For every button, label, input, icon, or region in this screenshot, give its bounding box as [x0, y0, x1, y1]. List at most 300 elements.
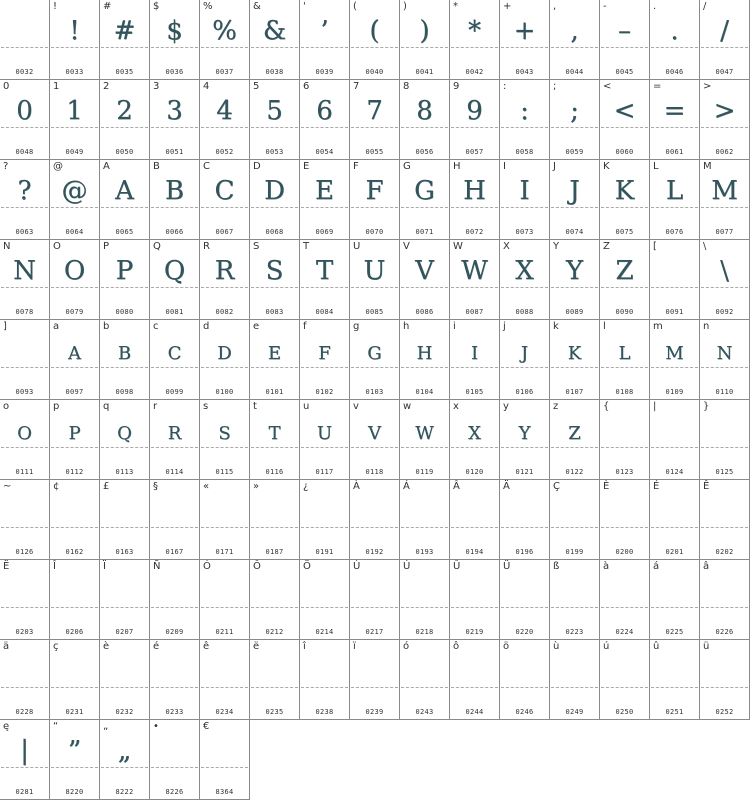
baseline-guide [601, 607, 648, 608]
keyboard-character-label: T [303, 241, 310, 252]
keyboard-character-label: 3 [153, 81, 160, 92]
font-glyph-preview: 9 [466, 96, 483, 126]
keyboard-character-label: * [453, 1, 458, 12]
glyph-cell[interactable] [150, 720, 200, 800]
character-code-label: 0114 [165, 468, 184, 476]
glyph-cell[interactable] [400, 0, 450, 80]
glyph-cell[interactable] [450, 320, 500, 400]
glyph-cell[interactable] [200, 400, 250, 480]
glyph-cell[interactable] [600, 160, 650, 240]
baseline-guide [601, 367, 648, 368]
glyph-cell[interactable] [300, 480, 350, 560]
glyph-cell[interactable] [100, 720, 150, 800]
glyph-cell[interactable] [500, 240, 550, 320]
glyph-cell[interactable] [0, 320, 50, 400]
character-code-label: 0200 [615, 548, 634, 556]
font-glyph-preview: I [470, 343, 479, 364]
glyph-cell[interactable] [100, 400, 150, 480]
glyph-cell[interactable] [450, 0, 500, 80]
keyboard-character-label: u [303, 401, 310, 412]
font-glyph-preview: Y [565, 256, 584, 286]
baseline-guide [1, 287, 48, 288]
glyph-cell[interactable] [650, 0, 700, 80]
glyph-cell[interactable] [700, 320, 750, 400]
glyph-cell[interactable] [700, 480, 750, 560]
character-code-label: 0047 [715, 68, 734, 76]
baseline-guide [651, 367, 698, 368]
character-code-label: 0061 [665, 148, 684, 156]
glyph-cell[interactable] [650, 240, 700, 320]
character-code-label: 0098 [115, 388, 134, 396]
glyph-cell[interactable] [450, 400, 500, 480]
character-code-label: 0125 [715, 468, 734, 476]
character-code-label: 0069 [315, 228, 334, 236]
baseline-guide [551, 607, 598, 608]
glyph-cell[interactable] [0, 480, 50, 560]
font-glyph-preview: F [318, 343, 331, 364]
character-code-label: 0171 [215, 548, 234, 556]
glyph-cell[interactable] [550, 240, 600, 320]
character-code-label: 0038 [265, 68, 284, 76]
glyph-cell[interactable] [300, 0, 350, 80]
glyph-cell[interactable] [0, 0, 50, 80]
baseline-guide [251, 207, 298, 208]
baseline-guide [301, 367, 348, 368]
font-glyph-preview: J [520, 343, 529, 364]
glyph-cell[interactable] [100, 0, 150, 80]
character-code-label: 0033 [65, 68, 84, 76]
glyph-cell[interactable] [500, 560, 550, 640]
glyph-cell[interactable] [100, 240, 150, 320]
glyph-cell[interactable] [600, 480, 650, 560]
glyph-cell[interactable] [150, 400, 200, 480]
glyph-cell[interactable] [150, 320, 200, 400]
font-glyph-preview: N [716, 343, 733, 364]
glyph-cell[interactable] [600, 560, 650, 640]
character-code-label: 0234 [215, 708, 234, 716]
character-code-label: 0040 [365, 68, 384, 76]
font-glyph-preview: A [115, 176, 134, 206]
font-glyph-preview: Z [568, 423, 581, 444]
glyph-cell[interactable] [700, 640, 750, 720]
glyph-cell[interactable] [100, 160, 150, 240]
baseline-guide [101, 687, 148, 688]
keyboard-character-label: H [453, 161, 461, 172]
baseline-guide [701, 367, 748, 368]
glyph-cell[interactable] [50, 560, 100, 640]
glyph-cell[interactable] [650, 640, 700, 720]
glyph-cell[interactable] [0, 640, 50, 720]
glyph-cell[interactable] [550, 0, 600, 80]
glyph-cell[interactable] [100, 640, 150, 720]
keyboard-character-label: W [453, 241, 463, 252]
glyph-cell[interactable] [700, 240, 750, 320]
glyph-cell[interactable] [700, 80, 750, 160]
character-code-label: 0235 [265, 708, 284, 716]
glyph-cell[interactable] [150, 240, 200, 320]
keyboard-character-label: M [703, 161, 712, 172]
font-glyph-preview: B [164, 176, 185, 206]
font-glyph-preview [100, 574, 149, 608]
character-code-label: 0223 [565, 628, 584, 636]
font-glyph-preview: P [115, 256, 134, 286]
glyph-cell[interactable] [250, 400, 300, 480]
glyph-cell[interactable] [250, 160, 300, 240]
glyph-cell[interactable] [200, 480, 250, 560]
glyph-cell[interactable] [650, 80, 700, 160]
keyboard-character-label: ä [3, 641, 10, 652]
glyph-cell[interactable] [550, 400, 600, 480]
font-glyph-preview: 2 [116, 96, 133, 126]
keyboard-character-label: Ç [553, 481, 560, 492]
baseline-guide [151, 767, 198, 768]
character-code-label: 0036 [165, 68, 184, 76]
baseline-guide [1, 207, 48, 208]
font-glyph-preview: > [713, 96, 736, 126]
font-glyph-preview: I [519, 176, 530, 206]
glyph-cell[interactable] [250, 480, 300, 560]
baseline-guide [351, 447, 398, 448]
keyboard-character-label: Ñ [153, 561, 161, 572]
glyph-cell[interactable] [100, 80, 150, 160]
glyph-cell[interactable] [100, 560, 150, 640]
character-code-label: 8222 [115, 788, 134, 796]
character-code-label: 0058 [515, 148, 534, 156]
character-code-label: 0113 [115, 468, 134, 476]
font-glyph-preview [150, 574, 199, 608]
glyph-cell[interactable] [50, 240, 100, 320]
keyboard-character-label: b [103, 321, 110, 332]
character-code-label: 0078 [15, 308, 34, 316]
keyboard-character-label: $ [153, 1, 160, 12]
glyph-cell[interactable] [150, 160, 200, 240]
keyboard-character-label: K [603, 161, 610, 172]
font-glyph-preview: 4 [216, 96, 233, 126]
keyboard-character-label: X [503, 241, 510, 252]
glyph-cell[interactable] [400, 80, 450, 160]
glyph-cell[interactable] [600, 400, 650, 480]
glyph-cell[interactable] [200, 0, 250, 80]
character-code-label: 0225 [665, 628, 684, 636]
glyph-cell[interactable] [300, 560, 350, 640]
font-glyph-preview: ! [69, 16, 80, 46]
glyph-cell[interactable] [450, 80, 500, 160]
keyboard-character-label: + [503, 1, 512, 12]
font-glyph-preview: 6 [316, 96, 333, 126]
keyboard-character-label: Ô [253, 561, 261, 572]
font-glyph-preview [650, 494, 699, 528]
glyph-cell[interactable] [650, 400, 700, 480]
glyph-cell[interactable] [100, 480, 150, 560]
font-glyph-preview: M [665, 343, 684, 364]
font-glyph-preview: G [414, 176, 435, 206]
glyph-cell[interactable] [700, 0, 750, 80]
baseline-guide [51, 367, 98, 368]
glyph-cell[interactable] [600, 640, 650, 720]
glyph-cell[interactable] [250, 560, 300, 640]
baseline-guide [301, 207, 348, 208]
glyph-cell[interactable] [50, 0, 100, 80]
glyph-cell[interactable] [250, 240, 300, 320]
baseline-guide [351, 367, 398, 368]
font-glyph-preview [50, 654, 99, 688]
glyph-cell[interactable] [350, 560, 400, 640]
glyph-cell[interactable] [150, 560, 200, 640]
baseline-guide [501, 47, 548, 48]
glyph-cell[interactable] [700, 560, 750, 640]
baseline-guide [101, 287, 148, 288]
glyph-cell[interactable] [200, 320, 250, 400]
glyph-cell[interactable] [600, 80, 650, 160]
glyph-cell[interactable] [450, 480, 500, 560]
keyboard-character-label: C [203, 161, 210, 172]
glyph-cell[interactable] [550, 320, 600, 400]
keyboard-character-label: F [353, 161, 359, 172]
keyboard-character-label: i [453, 321, 456, 332]
glyph-cell[interactable] [700, 160, 750, 240]
baseline-guide [401, 47, 448, 48]
font-glyph-preview: O [17, 423, 32, 444]
glyph-cell[interactable] [400, 160, 450, 240]
glyph-cell[interactable] [0, 80, 50, 160]
glyph-cell[interactable] [100, 320, 150, 400]
glyph-cell[interactable] [350, 160, 400, 240]
glyph-cell[interactable] [150, 640, 200, 720]
character-code-label: 0048 [15, 148, 34, 156]
glyph-cell[interactable] [200, 560, 250, 640]
font-glyph-preview: X [468, 423, 481, 444]
baseline-guide [651, 687, 698, 688]
glyph-cell[interactable] [450, 640, 500, 720]
glyph-cell[interactable] [600, 320, 650, 400]
font-glyph-preview: Y [518, 423, 531, 444]
keyboard-character-label: Y [553, 241, 560, 252]
glyph-cell[interactable] [300, 80, 350, 160]
character-code-label: 0167 [165, 548, 184, 556]
glyph-cell[interactable] [0, 400, 50, 480]
baseline-guide [551, 527, 598, 528]
keyboard-character-label: o [3, 401, 10, 412]
keyboard-character-label: é [153, 641, 160, 652]
glyph-cell[interactable] [50, 720, 100, 800]
glyph-cell[interactable] [200, 240, 250, 320]
font-glyph-preview [450, 494, 499, 528]
glyph-cell[interactable] [150, 480, 200, 560]
baseline-guide [151, 287, 198, 288]
baseline-guide [551, 367, 598, 368]
glyph-cell[interactable] [400, 480, 450, 560]
keyboard-character-label: È [603, 481, 610, 492]
keyboard-character-label: £ [103, 481, 110, 492]
glyph-cell[interactable] [350, 0, 400, 80]
glyph-cell[interactable] [600, 240, 650, 320]
baseline-guide [601, 447, 648, 448]
glyph-cell[interactable] [650, 320, 700, 400]
glyph-cell[interactable] [550, 560, 600, 640]
keyboard-character-label: S [253, 241, 260, 252]
font-glyph-preview: F [365, 176, 384, 206]
glyph-cell[interactable] [650, 160, 700, 240]
baseline-guide [451, 287, 498, 288]
glyph-cell[interactable] [50, 80, 100, 160]
glyph-cell[interactable] [650, 480, 700, 560]
keyboard-character-label: ę [3, 721, 10, 732]
glyph-cell[interactable] [450, 160, 500, 240]
glyph-cell[interactable] [300, 400, 350, 480]
glyph-cell[interactable] [550, 640, 600, 720]
keyboard-character-label: x [453, 401, 459, 412]
glyph-cell[interactable] [300, 320, 350, 400]
glyph-cell[interactable] [550, 480, 600, 560]
keyboard-character-label: N [3, 241, 11, 252]
glyph-cell[interactable] [250, 320, 300, 400]
glyph-cell[interactable] [300, 240, 350, 320]
character-code-label: 0109 [665, 388, 684, 396]
keyboard-character-label: ~ [3, 481, 12, 492]
keyboard-character-label: » [253, 481, 260, 492]
glyph-cell[interactable] [350, 320, 400, 400]
font-glyph-preview: 7 [366, 96, 383, 126]
glyph-cell[interactable] [150, 0, 200, 80]
glyph-cell[interactable] [200, 160, 250, 240]
glyph-cell[interactable] [350, 480, 400, 560]
glyph-cell[interactable] [250, 0, 300, 80]
glyph-cell[interactable] [350, 80, 400, 160]
character-code-label: 0196 [515, 548, 534, 556]
glyph-cell[interactable] [350, 400, 400, 480]
glyph-cell[interactable] [50, 160, 100, 240]
character-code-label: 0250 [615, 708, 634, 716]
keyboard-character-label: U [353, 241, 361, 252]
glyph-cell[interactable] [50, 480, 100, 560]
character-code-label: 0124 [665, 468, 684, 476]
font-glyph-preview [400, 574, 449, 608]
keyboard-character-label: á [653, 561, 660, 572]
glyph-cell[interactable] [300, 640, 350, 720]
glyph-cell[interactable] [650, 560, 700, 640]
baseline-guide [451, 527, 498, 528]
glyph-cell[interactable] [500, 320, 550, 400]
glyph-cell[interactable] [400, 560, 450, 640]
keyboard-character-label: û [653, 641, 660, 652]
character-code-label: 0079 [65, 308, 84, 316]
keyboard-character-label: Û [453, 561, 461, 572]
keyboard-character-label: O [53, 241, 61, 252]
baseline-guide [551, 287, 598, 288]
glyph-cell[interactable] [300, 160, 350, 240]
character-code-label: 0214 [315, 628, 334, 636]
glyph-cell[interactable] [200, 640, 250, 720]
keyboard-character-label: y [503, 401, 509, 412]
font-glyph-preview: < [613, 96, 636, 126]
character-code-label: 0103 [365, 388, 384, 396]
glyph-cell[interactable] [150, 80, 200, 160]
character-code-label: 0122 [565, 468, 584, 476]
character-code-label: 0093 [15, 388, 34, 396]
baseline-guide [51, 527, 98, 528]
character-code-label: 0105 [465, 388, 484, 396]
keyboard-character-label: Ë [3, 561, 10, 572]
glyph-cell[interactable] [450, 560, 500, 640]
font-glyph-preview [650, 654, 699, 688]
glyph-cell[interactable] [600, 0, 650, 80]
baseline-guide [201, 447, 248, 448]
baseline-guide [451, 47, 498, 48]
glyph-cell[interactable] [500, 160, 550, 240]
glyph-cell[interactable] [550, 160, 600, 240]
glyph-cell[interactable] [400, 240, 450, 320]
glyph-cell[interactable] [550, 80, 600, 160]
character-code-label: 0059 [565, 148, 584, 156]
glyph-cell[interactable] [350, 240, 400, 320]
character-code-label: 0046 [665, 68, 684, 76]
baseline-guide [551, 447, 598, 448]
glyph-cell[interactable] [400, 400, 450, 480]
glyph-cell[interactable] [450, 240, 500, 320]
font-glyph-preview: K [614, 176, 635, 206]
glyph-cell[interactable] [500, 400, 550, 480]
glyph-cell[interactable] [0, 160, 50, 240]
glyph-cell[interactable] [250, 80, 300, 160]
font-glyph-preview [500, 574, 549, 608]
font-glyph-preview [100, 494, 149, 528]
glyph-cell[interactable] [400, 640, 450, 720]
glyph-cell[interactable] [200, 80, 250, 160]
keyboard-character-label: \ [703, 241, 707, 252]
glyph-cell[interactable] [50, 640, 100, 720]
glyph-cell[interactable] [50, 400, 100, 480]
glyph-cell[interactable] [350, 640, 400, 720]
font-glyph-preview: H [416, 343, 433, 364]
glyph-cell[interactable] [500, 80, 550, 160]
glyph-cell[interactable] [700, 400, 750, 480]
baseline-guide [401, 527, 448, 528]
keyboard-character-label: z [553, 401, 559, 412]
glyph-cell[interactable] [0, 240, 50, 320]
glyph-cell[interactable] [50, 320, 100, 400]
baseline-guide [351, 607, 398, 608]
keyboard-character-label: e [253, 321, 260, 332]
keyboard-character-label: è [103, 641, 110, 652]
font-glyph-preview [200, 494, 249, 528]
character-code-label: 0233 [165, 708, 184, 716]
glyph-cell[interactable] [0, 560, 50, 640]
font-glyph-preview [300, 494, 349, 528]
character-code-label: 0211 [215, 628, 234, 636]
glyph-cell[interactable] [400, 320, 450, 400]
font-glyph-preview [600, 494, 649, 528]
baseline-guide [401, 127, 448, 128]
glyph-cell[interactable] [0, 720, 50, 800]
glyph-cell[interactable] [200, 720, 250, 800]
font-glyph-preview: V [415, 256, 434, 286]
glyph-cell[interactable] [250, 640, 300, 720]
keyboard-character-label: ß [553, 561, 560, 572]
font-glyph-preview: R [214, 256, 235, 286]
glyph-cell[interactable] [500, 640, 550, 720]
glyph-cell[interactable] [500, 480, 550, 560]
character-code-label: 0035 [115, 68, 134, 76]
character-code-label: 0050 [115, 148, 134, 156]
baseline-guide [501, 447, 548, 448]
baseline-guide [601, 687, 648, 688]
baseline-guide [301, 687, 348, 688]
baseline-guide [201, 47, 248, 48]
character-code-label: 0194 [465, 548, 484, 556]
glyph-cell[interactable] [500, 0, 550, 80]
keyboard-character-label: G [403, 161, 411, 172]
baseline-guide [701, 687, 748, 688]
